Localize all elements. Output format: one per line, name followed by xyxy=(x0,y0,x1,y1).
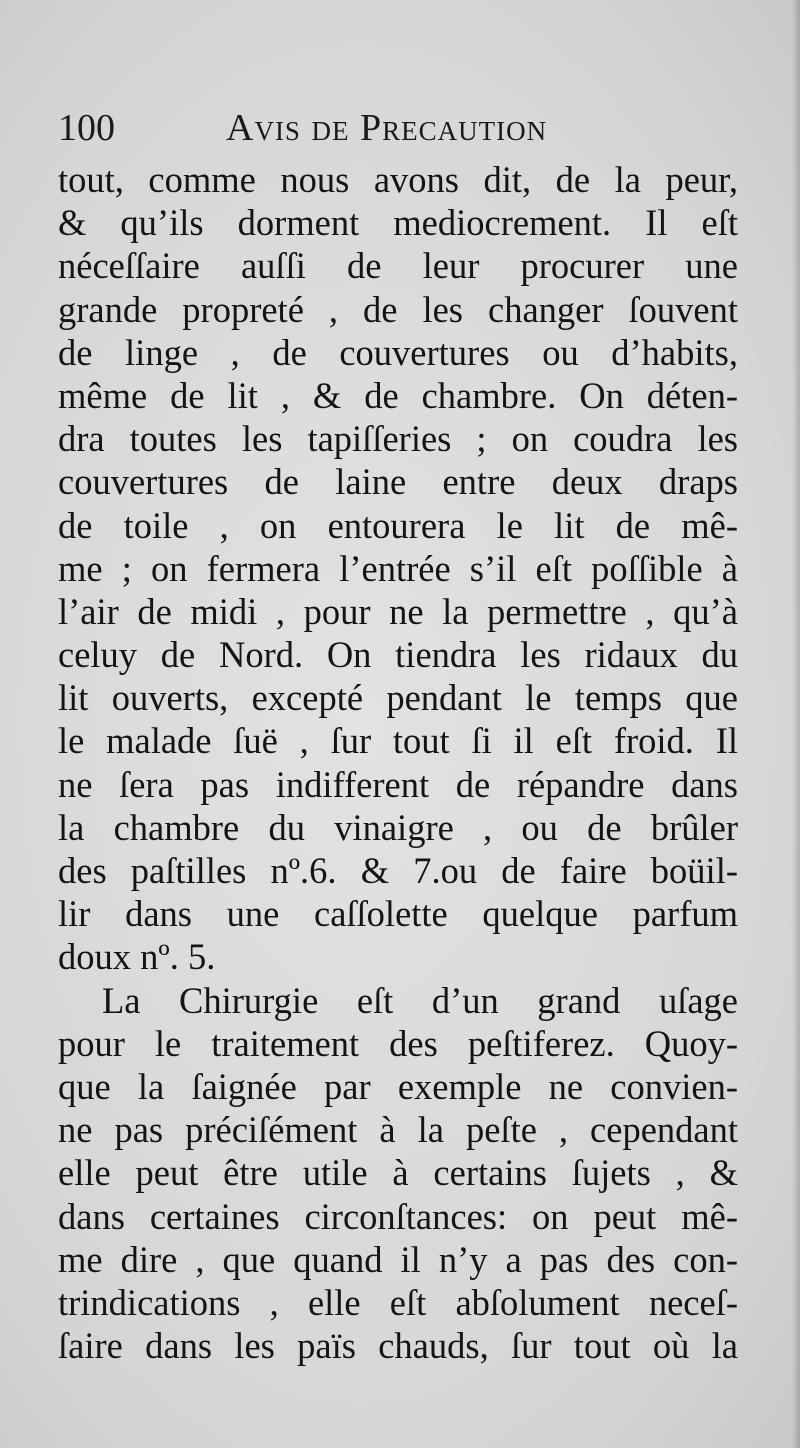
text-line: & qu’ils dorment mediocrement. Il eſt xyxy=(58,202,738,244)
text-line: La Chirurgie eſt d’un grand uſage xyxy=(102,979,738,1021)
text-line: doux nº. 5. xyxy=(58,936,216,978)
text-line: lit ouverts, excepté pendant le temps que xyxy=(58,677,738,719)
paragraph-1 xyxy=(58,158,738,979)
text-line: la chambre du vinaigre , ou de brûler xyxy=(58,806,738,848)
text-line: tout, comme nous avons dit, de la peur, xyxy=(58,159,738,200)
text-line: trindications , elle eſt abſolument neceſ- xyxy=(58,1281,738,1323)
text-line: ne pas préciſément à la peſte , cependant xyxy=(58,1109,738,1151)
body-text xyxy=(58,158,738,1367)
text-line: grande propreté , de les changer ſouvent xyxy=(58,288,738,330)
text-line: me dire , que quand il n’y a pas des con- xyxy=(58,1238,738,1280)
text-line: néceſſaire auſſi de leur procurer une xyxy=(58,245,738,287)
text-line: dans certaines circonſtances: on peut mê- xyxy=(58,1195,738,1237)
text-line: pour le traitement des peſtiferez. Quoy- xyxy=(58,1022,738,1064)
text-line: que la ſaignée par exemple ne convien- xyxy=(58,1065,738,1107)
text-line: le malade ſuë , ſur tout ſi il eſt froid. Il xyxy=(58,720,738,762)
text-line: couvertures de laine entre deux draps xyxy=(58,461,738,503)
text-line: l’air de midi , pour ne la permettre , qu’à xyxy=(58,590,738,632)
text-line: même de lit , & de chambre. On déten- xyxy=(58,374,738,416)
text-line: lir dans une caſſolette quelque parfum xyxy=(58,893,738,935)
running-title: Avis de Precaution xyxy=(226,107,548,149)
text-line: celuy de Nord. On tiendra les ridaux du xyxy=(58,634,738,676)
text-line: ſaire dans les païs chauds, ſur tout où la xyxy=(58,1325,738,1367)
running-header xyxy=(58,104,758,152)
text-line: ne ſera pas indifferent de répandre dans xyxy=(58,763,738,805)
text-line: des paſtilles nº.6. & 7.ou de faire boüil- xyxy=(58,850,738,891)
text-line: de toile , on entourera le lit de mê- xyxy=(58,504,738,546)
text-line: elle peut être utile à certains ſujets , & xyxy=(58,1152,738,1194)
paragraph-2 xyxy=(58,979,738,1368)
page-number: 100 xyxy=(58,107,115,149)
text-line: de linge , de couvertures ou d’habits, xyxy=(58,331,738,373)
text-line: me ; on fermera l’entrée s’il eſt poſſible à xyxy=(58,547,738,589)
text-line: dra toutes les tapiſſeries ; on coudra les xyxy=(58,418,738,460)
page-edge-shadow xyxy=(792,0,800,1448)
